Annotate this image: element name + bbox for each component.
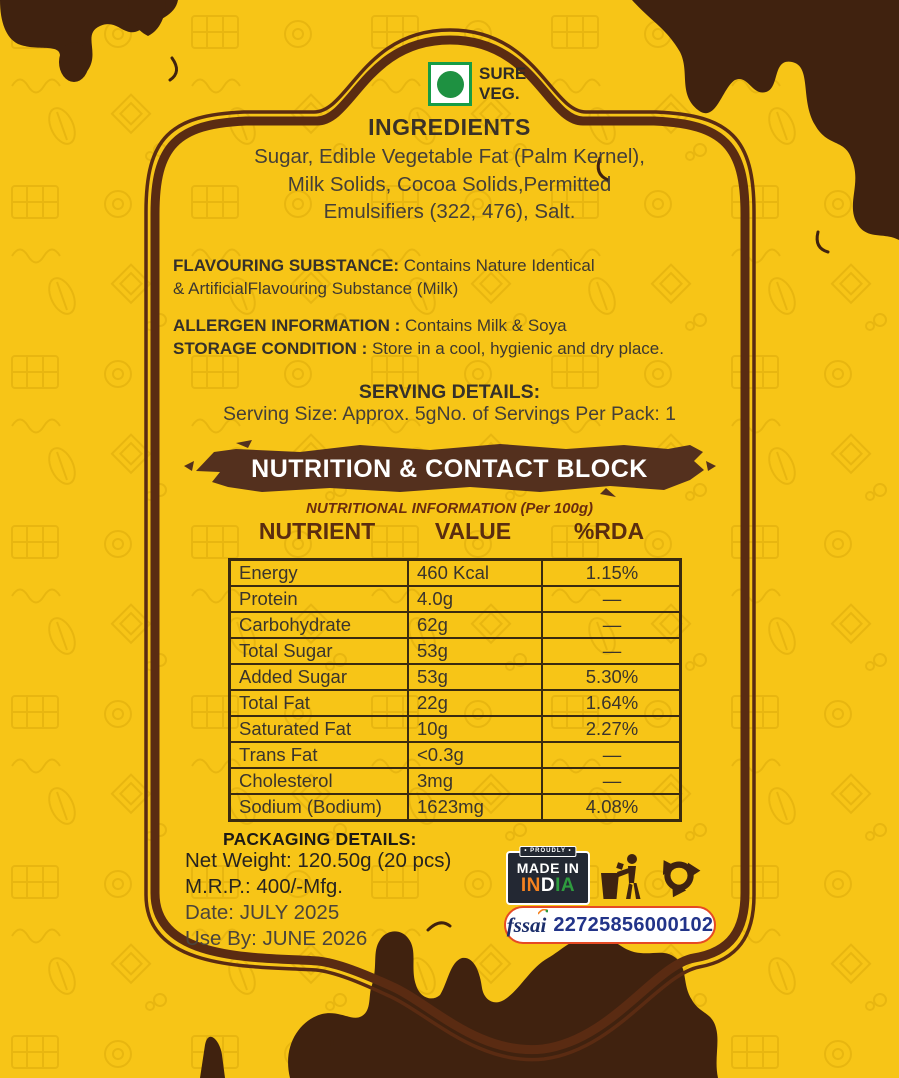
packaging-line: Use By: JUNE 2026 [185, 927, 368, 950]
value-cell: 53g [408, 638, 542, 664]
ingredients-heading: INGREDIENTS [368, 114, 531, 140]
india-part-white: D [540, 875, 556, 896]
nutrition-table-body [230, 560, 681, 821]
rda-cell: — [542, 586, 681, 612]
table-row [230, 716, 681, 742]
fssai-word-text: fssai [506, 912, 547, 937]
ingredients-line: Emulsifiers (322, 476), Salt. [323, 200, 576, 223]
rda-cell: — [542, 612, 681, 638]
ingredients-line: Sugar, Edible Vegetable Fat (Palm Kernel), [254, 145, 645, 168]
tidy-man-bin-icon [597, 853, 649, 903]
table-column-headers [228, 518, 678, 545]
allergen-text: Contains Milk & Soya [400, 316, 567, 335]
packaging-line: Date: JULY 2025 [185, 901, 340, 924]
table-row [230, 560, 681, 587]
storage-line [173, 337, 693, 360]
flavouring-label: FLAVOURING SUBSTANCE: [173, 256, 400, 275]
ingredients-lines [0, 143, 899, 226]
rda-cell: 1.64% [542, 690, 681, 716]
allergen-line [173, 314, 693, 337]
nutrition-banner-title: NUTRITION & CONTACT BLOCK [251, 455, 648, 483]
nutrient-cell: Protein [230, 586, 409, 612]
veg-green-dot-icon [437, 71, 464, 98]
column-header-value: VALUE [434, 518, 512, 544]
nutrient-cell: Total Sugar [230, 638, 409, 664]
nutrient-cell: Sodium (Bodium) [230, 794, 409, 821]
allergen-label: ALLERGEN INFORMATION : [173, 316, 401, 335]
recycle-icon [653, 851, 705, 901]
nutritional-information-subtitle: NUTRITIONAL INFORMATION (Per 100g) [306, 500, 593, 517]
value-cell: 1623mg [408, 794, 542, 821]
packaging-line: M.R.P.: 400/-Mfg. [185, 875, 343, 898]
packaging-details-lines [185, 848, 451, 952]
veg-label [479, 64, 526, 104]
storage-text: Store in a cool, hygienic and dry place. [367, 339, 664, 358]
storage-label: STORAGE CONDITION : [173, 339, 368, 358]
veg-label-line1: SURE [479, 64, 527, 83]
flavouring-paragraph [173, 255, 693, 300]
flavouring-text: Contains Nature Identical [399, 256, 595, 275]
table-row [230, 742, 681, 768]
rda-cell: — [542, 768, 681, 794]
allergen-storage-paragraph [173, 314, 693, 360]
table-row [230, 690, 681, 716]
rda-cell: 2.27% [542, 716, 681, 742]
nutrient-cell: Trans Fat [230, 742, 409, 768]
value-cell: 10g [408, 716, 542, 742]
fssai-wordmark [507, 913, 547, 938]
packaging-line: Net Weight: 120.50g (20 pcs) [185, 849, 452, 872]
nutrient-cell: Cholesterol [230, 768, 409, 794]
value-cell: 53g [408, 664, 542, 690]
nutrient-cell: Total Fat [230, 690, 409, 716]
table-row [230, 664, 681, 690]
proudly-tab: • PROUDLY • [519, 846, 576, 857]
value-cell: 460 Kcal [408, 560, 542, 587]
column-header-nutrient: NUTRIENT [258, 518, 376, 544]
serving-details-text: Serving Size: Approx. 5gNo. of Servings Per Pack: 1 [222, 403, 677, 425]
india-part-orange: IN [520, 875, 541, 896]
column-header-rda: %RDA [573, 518, 645, 544]
rda-cell: — [542, 638, 681, 664]
value-cell: 4.0g [408, 586, 542, 612]
nutrition-table [228, 558, 682, 822]
table-row [230, 794, 681, 821]
value-cell: 3mg [408, 768, 542, 794]
ingredients-line: Milk Solids, Cocoa Solids,Permitted [287, 172, 612, 196]
india-part-green: IA [555, 875, 576, 896]
value-cell: <0.3g [408, 742, 542, 768]
rda-cell: 4.08% [542, 794, 681, 821]
value-cell: 62g [408, 612, 542, 638]
fssai-leaf-icon [538, 909, 548, 915]
table-row [230, 612, 681, 638]
nutrient-cell: Saturated Fat [230, 716, 409, 742]
nutrient-cell: Added Sugar [230, 664, 409, 690]
fssai-license-number: 22725856000102 [553, 913, 714, 936]
nutrient-cell: Carbohydrate [230, 612, 409, 638]
made-in-india-badge [506, 848, 590, 905]
nutrient-cell: Energy [230, 560, 409, 587]
value-cell: 22g [408, 690, 542, 716]
india-text [508, 876, 588, 896]
table-row [230, 638, 681, 664]
table-row [230, 768, 681, 794]
table-row [230, 586, 681, 612]
veg-symbol [428, 62, 472, 106]
packaging-details-heading: PACKAGING DETAILS: [223, 829, 417, 849]
veg-label-line2: VEG. [479, 84, 520, 103]
rda-cell: — [542, 742, 681, 768]
flavouring-line2: & ArtificialFlavouring Substance (Milk) [173, 278, 459, 298]
made-in-text: MADE IN [516, 860, 580, 876]
rda-cell: 1.15% [542, 560, 681, 587]
flavouring-line1 [173, 255, 693, 278]
fssai-license-badge [504, 906, 716, 944]
serving-details-heading: SERVING DETAILS: [358, 381, 541, 403]
rda-cell: 5.30% [542, 664, 681, 690]
